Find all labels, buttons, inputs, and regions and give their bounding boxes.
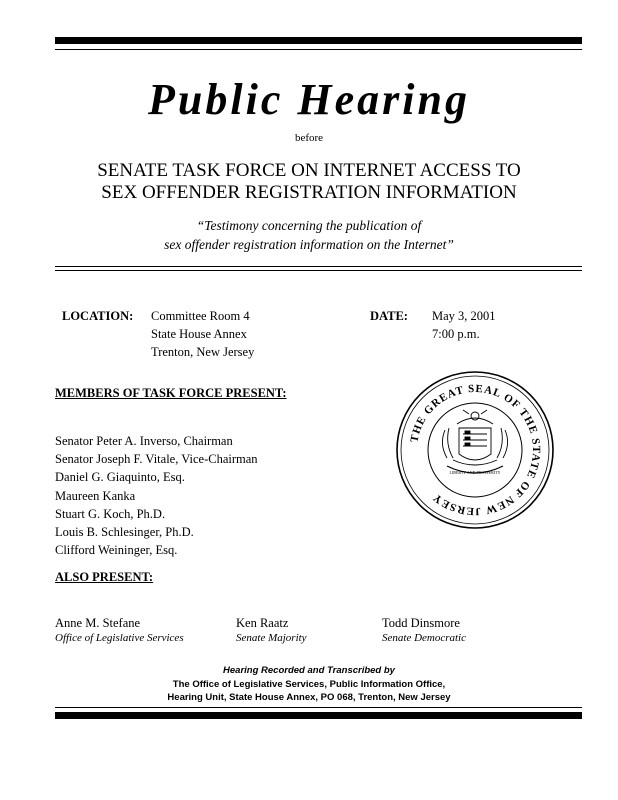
also-present-person-2 — [236, 614, 307, 644]
quote-line-2: sex offender registration information on the Internet” — [164, 237, 454, 252]
top-thick-rule — [55, 37, 582, 44]
committee-line-1: SENATE TASK FORCE ON INTERNET ACCESS TO — [97, 160, 521, 181]
bottom-thick-rule — [55, 712, 582, 719]
person-name: Todd Dinsmore — [382, 616, 460, 630]
state-seal-icon — [395, 370, 555, 530]
location-line-1: Committee Room 4 — [151, 309, 250, 323]
svg-text:THE GREAT SEAL OF THE STATE OF: THE GREAT SEAL OF THE STATE OF NEW JERSEY — [408, 382, 543, 518]
member-item: Daniel G. Giaquinto, Esq. — [55, 470, 185, 485]
date-line: May 3, 2001 — [432, 309, 496, 323]
footer-line-2: The Office of Legislative Services, Public Information Office, — [172, 678, 446, 690]
location-label: LOCATION: — [62, 309, 134, 323]
location-line-2: State House Annex — [151, 327, 247, 341]
location-line-3: Trenton, New Jersey — [151, 345, 255, 359]
committee-name — [0, 160, 618, 204]
time-line: 7:00 p.m. — [432, 327, 480, 341]
transcription-credit — [0, 664, 618, 705]
hearing-subject — [0, 216, 618, 254]
member-item: Senator Peter A. Inverso, Chairman — [55, 434, 233, 448]
also-present-person-1 — [55, 614, 184, 644]
location-value — [151, 307, 254, 361]
bottom-thin-rule — [55, 707, 582, 708]
members-heading: MEMBERS OF TASK FORCE PRESENT: — [55, 386, 287, 400]
also-present-person-3 — [382, 614, 466, 644]
before-label: before — [294, 132, 324, 144]
person-office: Senate Majority — [236, 632, 307, 644]
mid-rule-2 — [55, 270, 582, 271]
person-office: Office of Legislative Services — [55, 632, 184, 644]
committee-line-2: SEX OFFENDER REGISTRATION INFORMATION — [101, 182, 517, 203]
footer-line-1: Hearing Recorded and Transcribed by — [223, 665, 395, 676]
page-title: Public Hearing — [148, 75, 470, 124]
date-value — [432, 307, 496, 343]
member-item: Louis B. Schlesinger, Ph.D. — [55, 525, 194, 540]
person-name: Anne M. Stefane — [55, 616, 141, 630]
footer-line-3: Hearing Unit, State House Annex, PO 068, Trenton, New Jersey — [167, 692, 451, 703]
quote-line-1: “Testimony concerning the publication of — [196, 218, 422, 233]
svg-text:LIBERTY AND PROSPERITY: LIBERTY AND PROSPERITY — [449, 470, 501, 475]
members-list — [55, 432, 258, 559]
top-thin-rule — [55, 49, 582, 50]
member-item: Stuart G. Koch, Ph.D. — [55, 506, 166, 521]
member-item: Clifford Weininger, Esq. — [55, 543, 178, 558]
also-present-heading: ALSO PRESENT: — [55, 570, 154, 584]
person-name: Ken Raatz — [236, 616, 289, 630]
member-item: Senator Joseph F. Vitale, Vice-Chairman — [55, 452, 258, 467]
mid-rule-1 — [55, 266, 582, 267]
person-office: Senate Democratic — [382, 632, 466, 644]
member-item: Maureen Kanka — [55, 488, 136, 503]
date-label: DATE: — [370, 309, 408, 323]
